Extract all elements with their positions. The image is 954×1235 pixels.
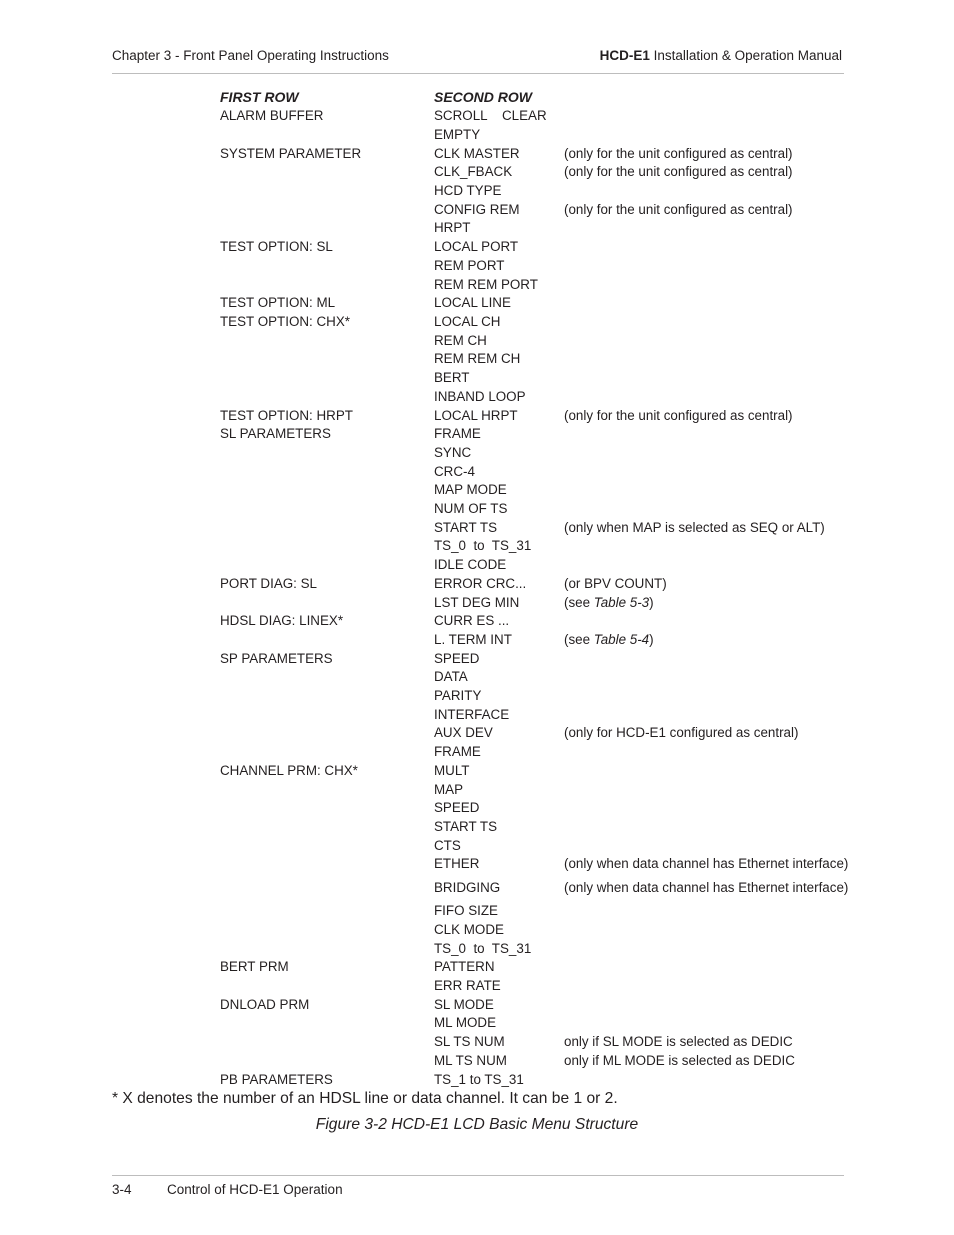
menu-row: [0, 519, 954, 537]
menu-row: [0, 1014, 954, 1032]
menu-row: [0, 855, 954, 873]
second-row-item: BRIDGING: [434, 880, 501, 895]
menu-row: [0, 556, 954, 574]
menu-row: [0, 500, 954, 518]
footer-title: Control of HCD-E1 Operation: [167, 1182, 343, 1197]
second-row-item: TS_1 to TS_31: [434, 1072, 524, 1087]
menu-row: [0, 799, 954, 817]
second-row-item: CONFIG REM: [434, 202, 520, 217]
second-row-item: REM PORT: [434, 258, 505, 273]
menu-row: [0, 724, 954, 742]
menu-row: [0, 631, 954, 649]
footnote: * X denotes the number of an HDSL line or data channel. It can be 1 or 2.: [112, 1090, 618, 1107]
menu-row: [0, 294, 954, 312]
menu-row: [0, 977, 954, 995]
second-row-item: START TS: [434, 520, 498, 535]
note-suffix: ): [649, 632, 654, 647]
menu-row: [0, 650, 954, 668]
second-row-item: CLK MASTER: [434, 146, 520, 161]
first-row-item: BERT PRM: [220, 959, 289, 974]
menu-row: [0, 481, 954, 499]
row-note: only if ML MODE is selected as DEDIC: [564, 1053, 795, 1068]
second-row-item: BERT: [434, 370, 470, 385]
second-row-item: HCD TYPE: [434, 183, 502, 198]
menu-row: [0, 996, 954, 1014]
page-number: 3-4: [112, 1182, 132, 1197]
chapter-title: Chapter 3 - Front Panel Operating Instructions: [112, 48, 389, 63]
second-row-item: LOCAL LINE: [434, 295, 511, 310]
first-row-item: TEST OPTION: CHX*: [220, 314, 350, 329]
second-row-item: INTERFACE: [434, 707, 510, 722]
second-row-item: SL MODE: [434, 997, 494, 1012]
second-row-item: L. TERM INT: [434, 632, 512, 647]
note-suffix: ): [649, 595, 654, 610]
second-row-item: REM REM PORT: [434, 277, 538, 292]
menu-row: [0, 463, 954, 481]
menu-row: [0, 1071, 954, 1089]
menu-row: [0, 594, 954, 612]
second-row-item: MAP MODE: [434, 482, 507, 497]
second-row-heading: SECOND ROW: [434, 89, 532, 105]
second-row-item: REM CH: [434, 333, 487, 348]
menu-row: [0, 257, 954, 275]
second-row-item: ML MODE: [434, 1015, 496, 1030]
second-row-item: DATA: [434, 669, 468, 684]
first-row-item: SYSTEM PARAMETER: [220, 146, 362, 161]
menu-row: [0, 921, 954, 939]
second-row-item: LOCAL HRPT: [434, 408, 518, 423]
manual-name: Installation & Operation Manual: [649, 48, 842, 63]
second-row-item: SPEED: [434, 651, 480, 666]
menu-row: [0, 575, 954, 593]
menu-row: [0, 668, 954, 686]
second-row-item: CLK MODE: [434, 922, 504, 937]
second-row-item: MULT: [434, 763, 470, 778]
second-row-item: ETHER: [434, 856, 480, 871]
second-row-item: AUX DEV: [434, 725, 493, 740]
menu-row: [0, 537, 954, 555]
row-note: (only when MAP is selected as SEQ or ALT): [564, 520, 825, 535]
row-note: (or BPV COUNT): [564, 576, 667, 591]
first-row-item: ALARM BUFFER: [220, 108, 324, 123]
menu-row: [0, 879, 954, 897]
menu-row: [0, 182, 954, 200]
table-reference: Table 5-3: [593, 595, 650, 610]
note-prefix: (see: [564, 595, 594, 610]
second-row-item: LOCAL PORT: [434, 239, 519, 254]
menu-row: [0, 687, 954, 705]
menu-row: [0, 313, 954, 331]
first-row-item: PORT DIAG: SL: [220, 576, 317, 591]
menu-row: [0, 940, 954, 958]
second-row-item: SYNC: [434, 445, 472, 460]
first-row-item: TEST OPTION: HRPT: [220, 408, 353, 423]
second-row-item: CTS: [434, 838, 461, 853]
second-row-item: FIFO SIZE: [434, 903, 498, 918]
menu-row: [0, 145, 954, 163]
product-name: HCD-E1: [599, 48, 650, 63]
menu-row: [0, 1052, 954, 1070]
menu-row: [0, 238, 954, 256]
second-row-item: ML TS NUM: [434, 1053, 507, 1068]
row-note: (only when data channel has Ethernet interface): [564, 880, 849, 895]
row-note: (only for HCD-E1 configured as central): [564, 725, 799, 740]
row-note: only if SL MODE is selected as DEDIC: [564, 1034, 793, 1049]
menu-row: [0, 425, 954, 443]
table-reference: Table 5-4: [593, 632, 650, 647]
second-row-item: EMPTY: [434, 127, 481, 142]
menu-row: [0, 958, 954, 976]
second-row-item: FRAME: [434, 744, 481, 759]
second-row-item: IDLE CODE: [434, 557, 507, 572]
row-note: (only when data channel has Ethernet interface): [564, 856, 849, 871]
column-headings: [0, 88, 954, 106]
second-row-item: CLK_FBACK: [434, 164, 513, 179]
first-row-heading: FIRST ROW: [220, 89, 299, 105]
second-row-item: LST DEG MIN: [434, 595, 520, 610]
first-row-item: SP PARAMETERS: [220, 651, 333, 666]
menu-row: [0, 743, 954, 761]
first-row-item: SL PARAMETERS: [220, 426, 331, 441]
second-row-item: FRAME: [434, 426, 481, 441]
menu-row: [0, 762, 954, 780]
second-row-item: CRC-4: [434, 464, 475, 479]
second-row-item: CURR ES ...: [434, 613, 510, 628]
row-note: (only for the unit configured as central): [564, 146, 793, 161]
second-row-item: SPEED: [434, 800, 480, 815]
second-row-item: LOCAL CH: [434, 314, 501, 329]
row-note: (only for the unit configured as central): [564, 408, 793, 423]
second-row-item: START TS: [434, 819, 498, 834]
menu-row: [0, 706, 954, 724]
first-row-item: CHANNEL PRM: CHX*: [220, 763, 358, 778]
second-row-item: NUM OF TS: [434, 501, 508, 516]
menu-row: [0, 126, 954, 144]
menu-row: [0, 369, 954, 387]
menu-row: [0, 201, 954, 219]
menu-row: [0, 332, 954, 350]
menu-row: [0, 444, 954, 462]
row-note: (only for the unit configured as central): [564, 202, 793, 217]
menu-row: [0, 818, 954, 836]
second-row-item: TS_0 to TS_31: [434, 941, 532, 956]
second-row-item: SCROLL CLEAR: [434, 108, 547, 123]
first-row-item: TEST OPTION: SL: [220, 239, 333, 254]
menu-row: [0, 350, 954, 368]
first-row-item: DNLOAD PRM: [220, 997, 310, 1012]
menu-row: [0, 902, 954, 920]
menu-row: [0, 276, 954, 294]
second-row-item: ERROR CRC...: [434, 576, 527, 591]
menu-row: [0, 163, 954, 181]
footer-divider: [112, 1175, 844, 1176]
menu-row: [0, 107, 954, 125]
menu-row: [0, 407, 954, 425]
menu-row: [0, 781, 954, 799]
first-row-item: TEST OPTION: ML: [220, 295, 336, 310]
second-row-item: HRPT: [434, 220, 471, 235]
second-row-item: SL TS NUM: [434, 1034, 505, 1049]
second-row-item: INBAND LOOP: [434, 389, 526, 404]
row-note: (only for the unit configured as central): [564, 164, 793, 179]
second-row-item: ERR RATE: [434, 978, 501, 993]
menu-row: [0, 219, 954, 237]
second-row-item: REM REM CH: [434, 351, 521, 366]
menu-row: [0, 388, 954, 406]
figure-caption: Figure 3-2 HCD-E1 LCD Basic Menu Structure: [315, 1116, 639, 1133]
note-prefix: (see: [564, 632, 594, 647]
menu-row: [0, 1033, 954, 1051]
row-note: [564, 631, 654, 649]
second-row-item: TS_0 to TS_31: [434, 538, 532, 553]
menu-row: [0, 837, 954, 855]
menu-row: [0, 612, 954, 630]
first-row-item: HDSL DIAG: LINEX*: [220, 613, 344, 628]
second-row-item: MAP: [434, 782, 464, 797]
row-note: [564, 594, 654, 612]
first-row-item: PB PARAMETERS: [220, 1072, 333, 1087]
second-row-item: PARITY: [434, 688, 482, 703]
second-row-item: PATTERN: [434, 959, 495, 974]
